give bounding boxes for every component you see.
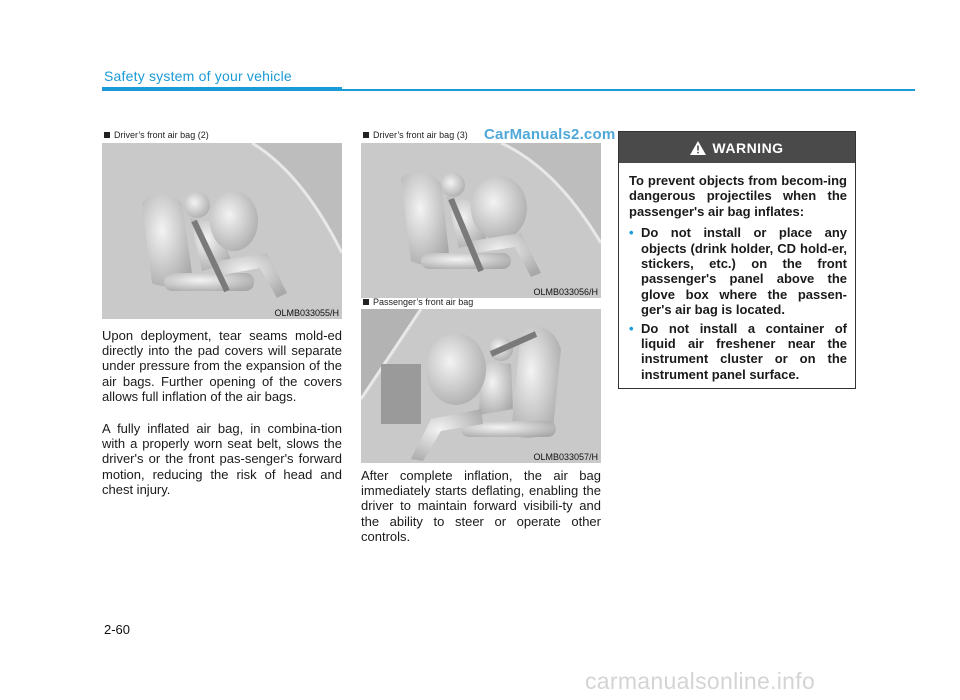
figure-driver-airbag-2 [102,143,342,319]
paragraph-deflation: After complete inflation, the air bag immediately starts deflating, enabling the driver to maintain forward visibili-ty and the ability to steer or operate other controls. [361,468,601,544]
figure-caption-2: Driver’s front air bag (3) [363,130,468,140]
caption-bullet-icon [104,132,110,138]
header-rule-thin [342,89,915,91]
warning-item: • Do not install or place any objects (drink holder, CD hold-er, stickers, etc.) on the front passenger's panel above the glove box where the passen-ger's air bag is located. [629,225,847,317]
figure-code-1: OLMB033055/H [274,308,339,318]
header-rule-thick [102,87,342,91]
figure-code-3: OLMB033057/H [533,452,598,462]
warning-list [629,225,847,382]
site-watermark: CarManuals2.com [484,126,616,143]
paragraph-tear-seams: Upon deployment, tear seams mold-ed directly into the pad covers will separate under pressure from the expansion of the air bags. Further opening of the covers allows full inflation of the air bags. [102,328,342,404]
footer-watermark: carmanualsonline.info [585,668,816,694]
figure-code-2: OLMB033056/H [533,287,598,297]
section-title: Safety system of your vehicle [104,68,292,84]
warning-box [618,131,856,389]
caption-bullet-icon [363,132,369,138]
passenger-airbag-illustration [361,309,601,463]
warning-title: WARNING [712,139,784,156]
warning-intro: To prevent objects from becom-ing dangerous projectiles when the passenger's air bag inflates: [629,173,847,219]
figure-driver-airbag-3 [361,143,601,298]
figure-caption-3: Passenger’s front air bag [363,297,473,307]
warning-body [619,163,855,382]
front-seat-airbag-illustration [102,143,342,319]
caption-bullet-icon [363,299,369,305]
driver-airbag-deployed-illustration [361,143,601,298]
paragraph-inflated-airbag: A fully inflated air bag, in combina-tion with a properly worn seat belt, slows the driver's or the front pas-senger's forward motion, reducing the risk of head and chest injury. [102,421,342,497]
warning-header [619,132,855,163]
page-number: 2-60 [104,622,131,637]
figure-passenger-airbag [361,309,601,463]
warning-triangle-icon [690,141,706,155]
warning-item: • Do not install a container of liquid air freshener near the instrument cluster or on the instrument panel surface. [629,321,847,383]
figure-caption-1: Driver’s front air bag (2) [104,130,209,140]
